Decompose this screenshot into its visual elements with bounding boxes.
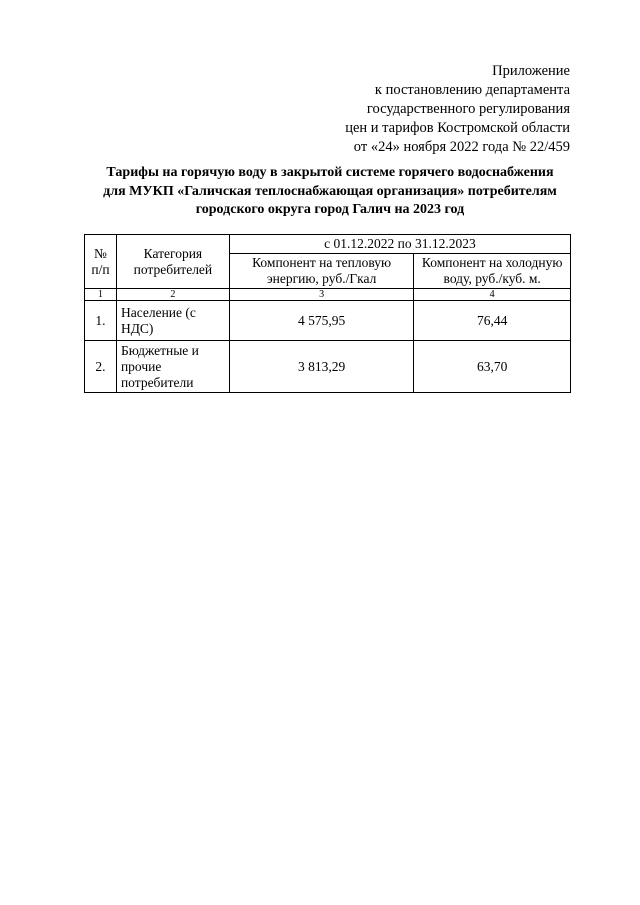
appendix-line: к постановлению департамента [374,82,570,98]
header-period: с 01.12.2022 по 31.12.2023 [229,235,570,254]
appendix-header [345,62,570,157]
header-heat-component: Компонент на тепловую энергию, руб./Гкал [229,254,414,289]
title-line: Тарифы на горячую воду в закрытой системе горячего водоснабжения [106,165,554,180]
tariff-table [84,234,571,393]
row-water-value: 63,70 [414,341,571,393]
row-water-value: 76,44 [414,301,571,341]
row-category: Бюджетные и прочие потребители [116,341,229,393]
appendix-line: Приложение [492,63,570,79]
row-heat-value: 4 575,95 [229,301,414,341]
header-category: Категория потребителей [116,235,229,289]
title-line: городского округа город Галич на 2023 год [195,202,465,217]
table-row [85,341,571,393]
index-cell: 2 [116,289,229,301]
row-category: Население (с НДС) [116,301,229,341]
appendix-line: от «24» ноября 2022 года № 22/459 [353,139,570,155]
table-row [85,301,571,341]
row-heat-value: 3 813,29 [229,341,414,393]
index-cell: 1 [85,289,117,301]
index-cell: 3 [229,289,414,301]
document-title [60,164,600,220]
header-water-component: Компонент на холодную воду, руб./куб. м. [414,254,571,289]
appendix-line: цен и тарифов Костромской области [345,120,570,136]
table-header-row [85,235,571,254]
table-index-row [85,289,571,301]
row-num: 1. [85,301,117,341]
row-num: 2. [85,341,117,393]
title-line: для МУКП «Галичская теплоснабжающая организация» потребителям [103,183,557,199]
header-num: № п/п [85,235,117,289]
index-cell: 4 [414,289,571,301]
appendix-line: государственного регулирования [366,101,570,117]
